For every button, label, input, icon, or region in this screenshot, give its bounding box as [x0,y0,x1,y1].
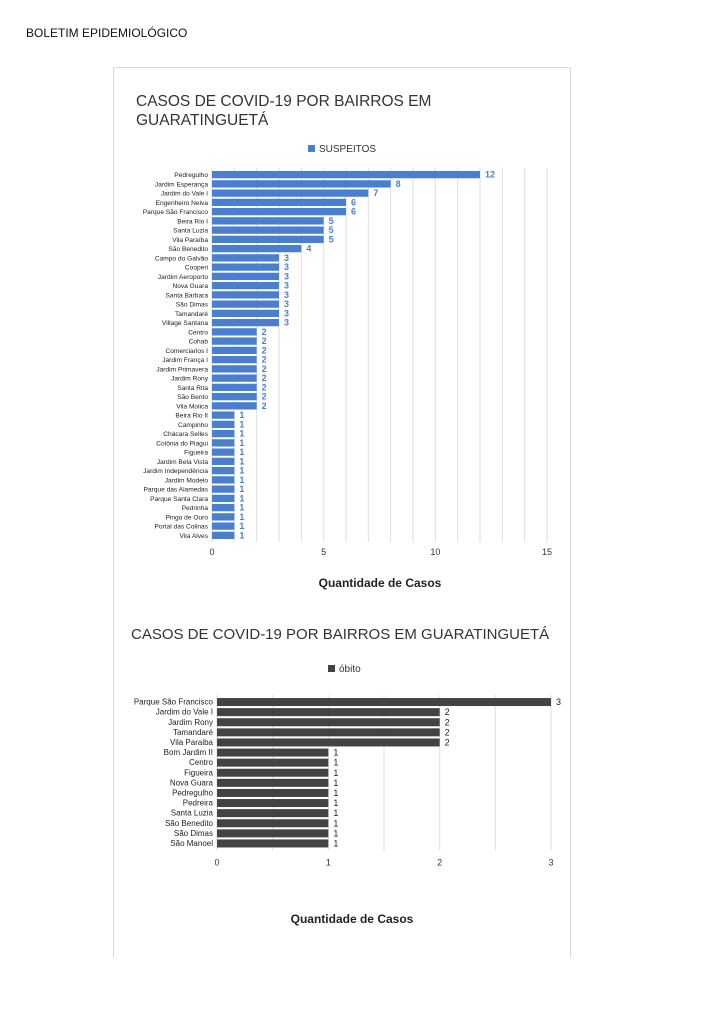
data-label: 7 [373,188,379,199]
category-label: Jardim Bela Vista [156,458,208,466]
category-label: Pedreira [182,798,213,808]
category-label: Santa Luzia [170,808,213,818]
category-label: Figueira [184,449,208,457]
bar [212,522,234,529]
data-label: 2 [261,354,267,365]
bar [212,273,279,280]
data-label: 1 [239,456,245,467]
bar [212,180,391,187]
bar [212,393,257,400]
chart-value-labels [239,170,495,541]
data-label: 1 [333,798,339,809]
category-label: Pedregulho [174,172,208,180]
bar [212,337,257,344]
bar [217,809,328,817]
data-label: 4 [306,243,312,254]
bar [212,171,480,178]
category-label: Jardim Modelo [164,477,208,485]
data-label: 5 [328,215,334,226]
bar [212,236,324,243]
category-label: Santa Luzia [173,227,208,235]
category-label: Vila Alves [179,532,208,540]
category-label: Colônia do Piagui [156,440,208,448]
bar [212,430,234,437]
data-label: 12 [485,169,496,180]
bar [212,189,368,196]
data-label: 1 [239,437,245,448]
bar [217,708,440,716]
bar [212,319,279,326]
x-axis-label: Quantidade de Casos [318,576,442,590]
data-label: 2 [261,373,267,384]
bar [212,467,234,474]
chart-title-text: CASOS DE COVID-19 POR BAIRROS EM GUARATINGUETÁ [131,626,550,643]
bar [212,310,279,317]
chart-category-labels [143,172,209,540]
data-label: 1 [333,818,339,829]
x-tick-label: 0 [214,857,220,868]
data-label: 3 [284,308,290,319]
bar [212,485,234,492]
category-label: Jardim Rony [168,717,213,727]
bar [217,759,328,767]
category-label: Jardim França I [162,357,208,365]
data-label: 1 [333,787,339,798]
data-label: 1 [333,808,339,819]
legend-label: óbito [339,664,361,675]
chart-title [136,93,431,129]
bar [212,421,234,428]
bar [212,384,257,391]
bar [212,504,234,511]
x-tick-label: 10 [430,547,441,557]
bar [212,328,257,335]
category-label: Jardim Esperança [154,181,208,189]
bar [212,458,234,465]
bar [217,819,328,827]
data-label: 2 [444,717,450,728]
chart-x-axis-label [319,576,442,590]
document-header: BOLETIM EPIDEMIOLÓGICO [26,26,188,40]
category-label: Parque São Francisco [142,209,208,217]
data-label: 1 [239,502,245,513]
bar [217,728,440,736]
category-label: São Benedito [168,246,208,254]
category-label: São Bento [177,394,208,402]
chart-title-text: CASOS DE COVID-19 POR BAIRROS EM [136,93,432,110]
bar [212,402,257,409]
data-label: 2 [261,336,267,347]
data-label: 1 [239,493,245,504]
bar [212,254,279,261]
category-label: Tamandaré [172,727,213,737]
bar [212,300,279,307]
category-label: Beira Rio I [177,218,208,226]
bar [212,495,234,502]
data-label: 2 [444,727,450,738]
category-label: Village Santana [161,320,208,328]
category-label: Santa Rita [177,384,208,392]
data-label: 6 [351,206,357,217]
chart-legend [328,664,361,675]
chart-category-labels [134,698,214,848]
category-label: Engenheiro Neiva [155,199,208,207]
bar [212,291,279,298]
data-label: 3 [284,252,290,263]
bar [217,749,328,757]
category-label: Figueira [184,768,213,778]
bar [212,374,257,381]
bar [212,513,234,520]
data-label: 1 [239,511,245,522]
data-label: 2 [261,326,267,337]
data-label: 1 [239,530,245,541]
bar [217,738,440,746]
bar [212,208,346,215]
bar [212,217,324,224]
data-label: 3 [284,271,290,282]
category-label: Beira Rio II [175,412,208,420]
data-label: 1 [333,777,339,788]
category-label: Vila Paraíba [172,236,208,244]
data-label: 1 [333,757,339,768]
bar [217,799,328,807]
bar [212,199,346,206]
data-label: 2 [444,707,450,718]
category-label: Vila Molica [176,403,208,411]
bar-chart-obito [114,606,570,958]
bar [217,839,328,847]
bar [217,779,328,787]
category-label: Chácara Selles [163,431,208,439]
bar [212,439,234,446]
chart-title [131,626,549,643]
bar [217,789,328,797]
chart-title-text: GUARATINGUETÁ [136,112,269,129]
category-label: Campinho [177,421,208,429]
data-label: 3 [284,299,290,310]
data-label: 6 [351,197,357,208]
chart-x-axis-label [291,912,414,926]
category-label: Parque São Francisco [133,697,213,707]
bar [212,448,234,455]
category-label: Parque das Alamedas [143,486,208,494]
data-label: 2 [261,400,267,411]
data-label: 1 [239,428,245,439]
x-axis-label: Quantidade de Casos [290,912,414,926]
category-label: Parque Santa Clara [150,495,208,503]
data-label: 3 [284,262,290,273]
x-tick-label: 1 [325,857,331,868]
category-label: Campo do Galvão [154,255,208,263]
data-label: 1 [333,828,339,839]
data-label: 1 [239,419,245,430]
legend-swatch [328,665,335,672]
x-tick-label: 0 [209,547,215,557]
bar [212,282,279,289]
category-label: Santa Barbara [165,292,208,300]
category-label: Jardim Primavera [156,366,208,374]
data-label: 1 [239,447,245,458]
bar [212,365,257,372]
category-label: Pedregulho [172,788,213,798]
category-label: São Manoel [170,838,213,848]
category-label: Nova Guara [172,283,208,291]
bar [217,698,551,706]
bar [212,532,234,539]
data-label: 3 [556,697,562,708]
category-label: Bom Jardim II [163,748,213,758]
bar [212,411,234,418]
bar [212,226,324,233]
data-label: 2 [261,363,267,374]
chart-legend [308,144,376,155]
category-label: Jardim do Vale I [160,190,208,198]
bar [217,769,328,777]
data-label: 1 [239,484,245,495]
data-label: 2 [444,737,450,748]
category-label: Centro [188,329,208,337]
x-tick-label: 15 [541,547,553,557]
x-tick-label: 5 [321,547,327,557]
category-label: Nova Guara [169,778,213,788]
data-label: 1 [239,465,245,476]
data-label: 8 [395,178,401,189]
chart-x-ticks [209,547,552,557]
data-label: 3 [284,289,290,300]
x-tick-label: 3 [548,857,554,868]
data-label: 1 [239,521,245,532]
data-label: 2 [261,391,267,402]
data-label: 3 [284,280,290,291]
category-label: Jardim do Vale I [155,707,213,717]
data-label: 1 [333,838,339,849]
category-label: Tamandaré [175,310,208,318]
bar [212,245,301,252]
chart-panel-suspeitos [113,67,571,607]
category-label: São Benedito [164,818,213,828]
category-label: Jardim Rony [170,375,208,383]
x-tick-label: 2 [437,857,443,868]
data-label: 1 [333,767,339,778]
bar [212,263,279,270]
category-label: Portal das Colinas [154,523,208,531]
category-label: São Dimas [175,301,208,309]
bar [217,829,328,837]
data-label: 5 [328,225,334,236]
bar [212,356,257,363]
legend-label: SUSPEITOS [319,144,377,155]
category-label: Jardim Independência [143,468,208,476]
legend-swatch [308,145,315,152]
bar [217,718,440,726]
category-label: Pingo de Ouro [165,514,208,522]
data-label: 2 [261,345,267,356]
data-label: 1 [333,747,339,758]
bar-chart-suspeitos [114,68,570,606]
chart-x-ticks [214,858,553,868]
data-label: 1 [239,410,245,421]
chart-panel-obito [113,606,571,958]
category-label: Cooperi [184,264,208,272]
category-label: São Dimas [173,828,213,838]
bar [212,347,257,354]
data-label: 1 [239,474,245,485]
category-label: Vila Paraiba [170,737,213,747]
category-label: Centro [188,758,213,768]
bar [212,476,234,483]
data-label: 2 [261,382,267,393]
category-label: Jardim Aeroporto [157,273,208,281]
category-label: Pedrinha [181,505,208,513]
data-label: 5 [328,234,334,245]
category-label: Comerciarios I [165,347,208,355]
data-label: 3 [284,317,290,328]
category-label: Cohab [188,338,208,346]
